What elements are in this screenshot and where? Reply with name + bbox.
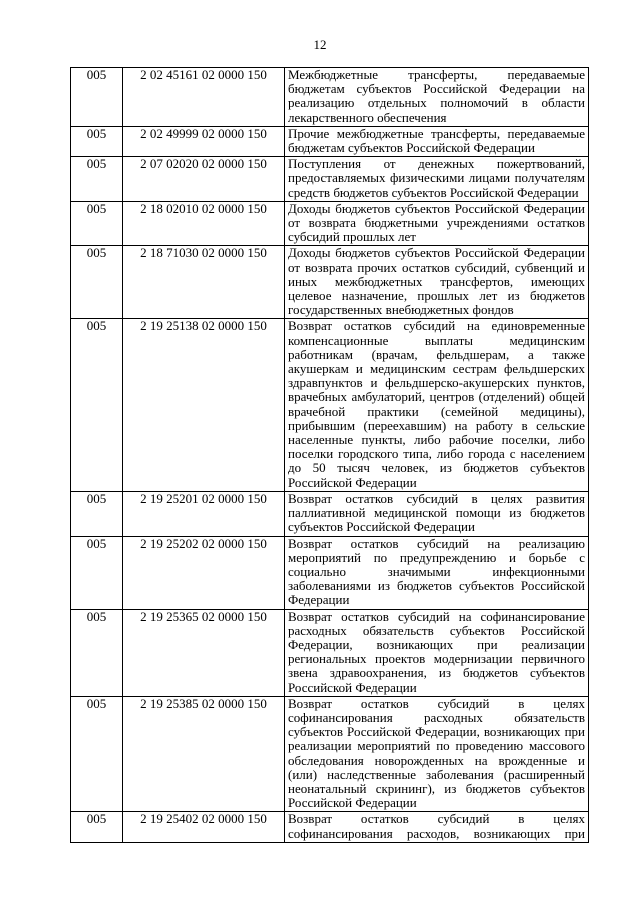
budget-code-cell: 2 18 71030 02 0000 150: [123, 246, 285, 319]
admin-code-cell: 005: [71, 126, 123, 156]
table-row: [71, 126, 589, 156]
table-row: [71, 68, 589, 127]
budget-code-cell: 2 07 02020 02 0000 150: [123, 157, 285, 202]
budget-code-cell: 2 18 02010 02 0000 150: [123, 201, 285, 246]
admin-code-cell: 005: [71, 68, 123, 127]
description-cell: Возврат остатков субсидий в целях развития паллиативной медицинской помощи из бюджетов субъектов Российской Федерации: [285, 491, 589, 536]
budget-code-cell: 2 19 25385 02 0000 150: [123, 696, 285, 812]
budget-code-cell: 2 19 25365 02 0000 150: [123, 609, 285, 696]
table-row: [71, 157, 589, 202]
admin-code-cell: 005: [71, 696, 123, 812]
table-row: [71, 609, 589, 696]
table-row: [71, 201, 589, 246]
table-row: [71, 319, 589, 491]
table-row: [71, 491, 589, 536]
description-cell: Возврат остатков субсидий на реализацию мероприятий по предупреждению и борьбе с социально значимыми инфекционными заболеваниями из бюджетов субъектов Российской Федерации: [285, 536, 589, 609]
description-cell: Доходы бюджетов субъектов Российской Федерации от возврата бюджетными учреждениями остатков субсидий прошлых лет: [285, 201, 589, 246]
description-cell: Прочие межбюджетные трансферты, передаваемые бюджетам субъектов Российской Федерации: [285, 126, 589, 156]
admin-code-cell: 005: [71, 491, 123, 536]
admin-code-cell: 005: [71, 157, 123, 202]
budget-code-cell: 2 19 25202 02 0000 150: [123, 536, 285, 609]
budget-code-table: [70, 67, 589, 843]
budget-code-cell: 2 19 25138 02 0000 150: [123, 319, 285, 491]
budget-code-cell: 2 02 49999 02 0000 150: [123, 126, 285, 156]
admin-code-cell: 005: [71, 319, 123, 491]
admin-code-cell: 005: [71, 536, 123, 609]
admin-code-cell: 005: [71, 201, 123, 246]
description-cell: Поступления от денежных пожертвований, предоставляемых физическими лицами получателям средств бюджетов субъектов Российской Федерации: [285, 157, 589, 202]
description-cell: Доходы бюджетов субъектов Российской Федерации от возврата прочих остатков субсидий, субвенций и иных межбюджетных трансфертов, имеющих целевое назначение, прошлых лет из бюджетов государственных внебюджетных фондов: [285, 246, 589, 319]
budget-code-cell: 2 02 45161 02 0000 150: [123, 68, 285, 127]
table-row: [71, 536, 589, 609]
description-cell: Межбюджетные трансферты, передаваемые бюджетам субъектов Российской Федерации на реализацию отдельных полномочий в области лекарственного обеспечения: [285, 68, 589, 127]
description-cell: Возврат остатков субсидий в целях софинансирования расходных обязательств субъектов Российской Федерации, возникающих при реализации мероприятий по проведению массового обследования новорожденных на врожденные и (или) наследственные заболевания (расширенный неонатальный скрининг), из бюджетов субъектов Российской Федерации: [285, 696, 589, 812]
admin-code-cell: 005: [71, 246, 123, 319]
budget-code-cell: 2 19 25402 02 0000 150: [123, 812, 285, 842]
admin-code-cell: 005: [71, 609, 123, 696]
table-row: [71, 812, 589, 842]
description-cell: Возврат остатков субсидий на единовременные компенсационные выплаты медицинским работникам (врачам, фельдшерам, а также акушеркам и медицинским сестрам фельдшерских здравпунктов и фельдшерско-акушерских пунктов, врачебных амбулаторий, центров (отделений) общей врачебной практики (семейной медицины), прибывшим (переехавшим) на работу в сельские населенные пункты, либо рабочие поселки, либо поселки городского типа, либо города с населением до 50 тысяч человек, из бюджетов субъектов Российской Федерации: [285, 319, 589, 491]
page-number: 12: [313, 37, 327, 52]
description-cell: Возврат остатков субсидий в целях софинансирования расходов, возникающих при: [285, 812, 589, 842]
description-cell: Возврат остатков субсидий на софинансирование расходных обязательств субъектов Российской Федерации, возникающих при реализации региональных проектов модернизации первичного звена здравоохранения, из бюджетов субъектов Российской Федерации: [285, 609, 589, 696]
table-row: [71, 246, 589, 319]
table-row: [71, 696, 589, 812]
admin-code-cell: 005: [71, 812, 123, 842]
budget-code-cell: 2 19 25201 02 0000 150: [123, 491, 285, 536]
